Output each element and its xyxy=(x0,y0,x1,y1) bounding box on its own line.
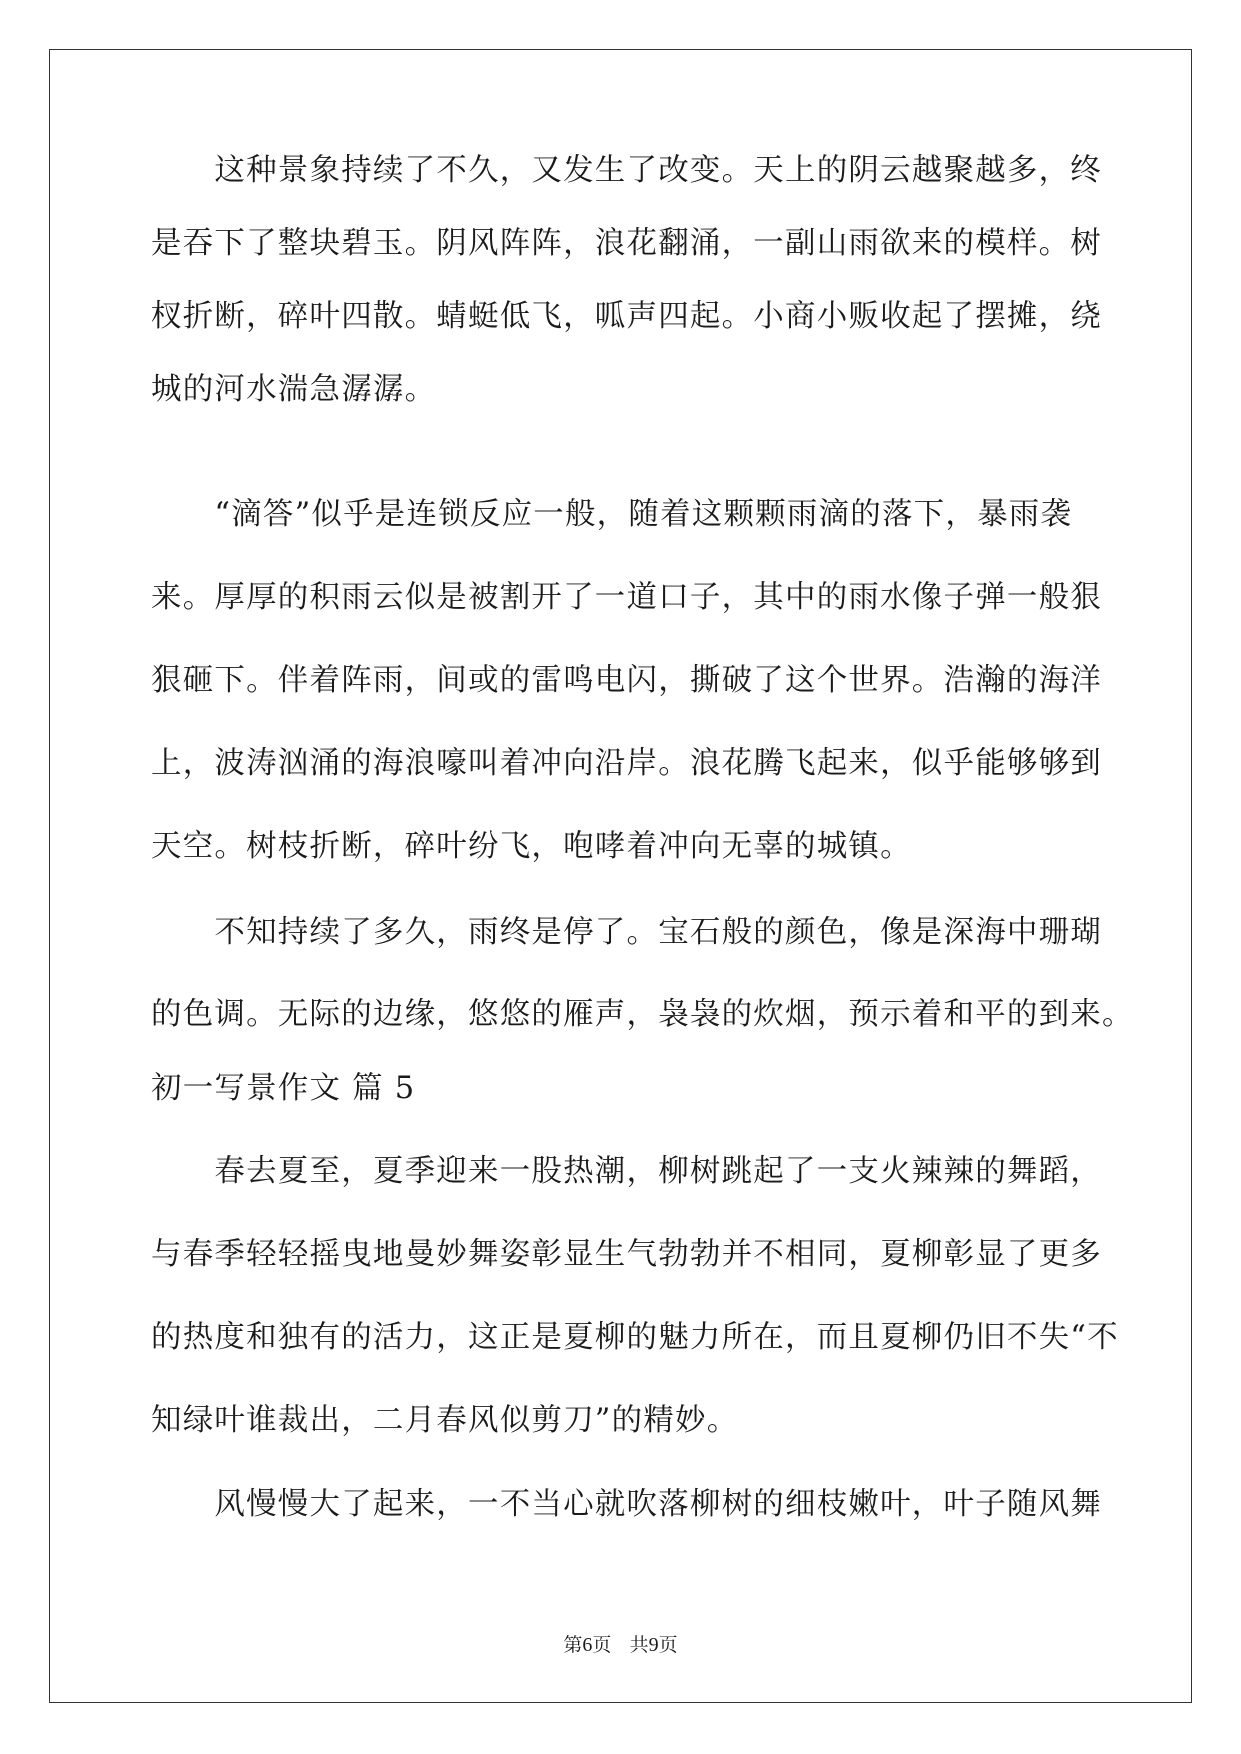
footer-prefix: 第 xyxy=(563,1634,583,1656)
text-line: 与春季轻轻摇曳地曼妙舞姿彰显生气勃勃并不相同，夏柳彰显了更多 xyxy=(151,1237,1102,1272)
text-line: 上，波涛汹涌的海浪嚎叫着冲向沿岸。浪花腾飞起来，似乎能够够到 xyxy=(151,746,1102,781)
page-footer xyxy=(0,1635,1241,1655)
section-heading: 初一写景作文 篇 5 xyxy=(151,1071,416,1106)
text-line: 是吞下了整块碧玉。阴风阵阵，浪花翻涌，一副山雨欲来的模样。树 xyxy=(151,226,1102,261)
text-line: 知绿叶谁裁出，二月春风似剪刀”的精妙。 xyxy=(151,1403,739,1438)
text-line: 狠砸下。伴着阵雨，间或的雷鸣电闪，撕破了这个世界。浩瀚的海洋 xyxy=(151,663,1102,698)
text-line: 风慢慢大了起来，一不当心就吹落柳树的细枝嫩叶，叶子随风舞 xyxy=(151,1487,1102,1522)
text-line: “滴答”似乎是连锁反应一般，随着这颗颗雨滴的落下，暴雨袭 xyxy=(151,497,1073,532)
text-line: 不知持续了多久，雨终是停了。宝石般的颜色，像是深海中珊瑚 xyxy=(151,915,1102,950)
footer-total-prefix: 共 xyxy=(629,1634,649,1656)
text-line: 杈折断，碎叶四散。蜻蜓低飞，呱声四起。小商小贩收起了摆摊，绕 xyxy=(151,299,1102,334)
footer-page-suffix: 页 xyxy=(592,1634,612,1656)
total-pages: 9 xyxy=(648,1634,659,1656)
text-line: 这种景象持续了不久，又发生了改变。天上的阴云越聚越多，终 xyxy=(151,153,1102,188)
text-line: 来。厚厚的积雨云似是被割开了一道口子，其中的雨水像子弹一般狠 xyxy=(151,580,1102,615)
text-line: 天空。树枝折断，碎叶纷飞，咆哮着冲向无辜的城镇。 xyxy=(151,829,912,864)
page-number: 6 xyxy=(582,1634,593,1656)
footer-total-suffix: 页 xyxy=(658,1634,678,1656)
text-line: 的色调。无际的边缘，悠悠的雁声，袅袅的炊烟，预示着和平的到来。 xyxy=(151,997,1134,1032)
page-border xyxy=(49,49,1192,1703)
text-line: 城的河水湍急潺潺。 xyxy=(151,372,437,407)
text-line: 春去夏至，夏季迎来一股热潮，柳树跳起了一支火辣辣的舞蹈， xyxy=(151,1154,1102,1189)
text-line: 的热度和独有的活力，这正是夏柳的魅力所在，而且夏柳仍旧不失“不 xyxy=(151,1320,1119,1355)
